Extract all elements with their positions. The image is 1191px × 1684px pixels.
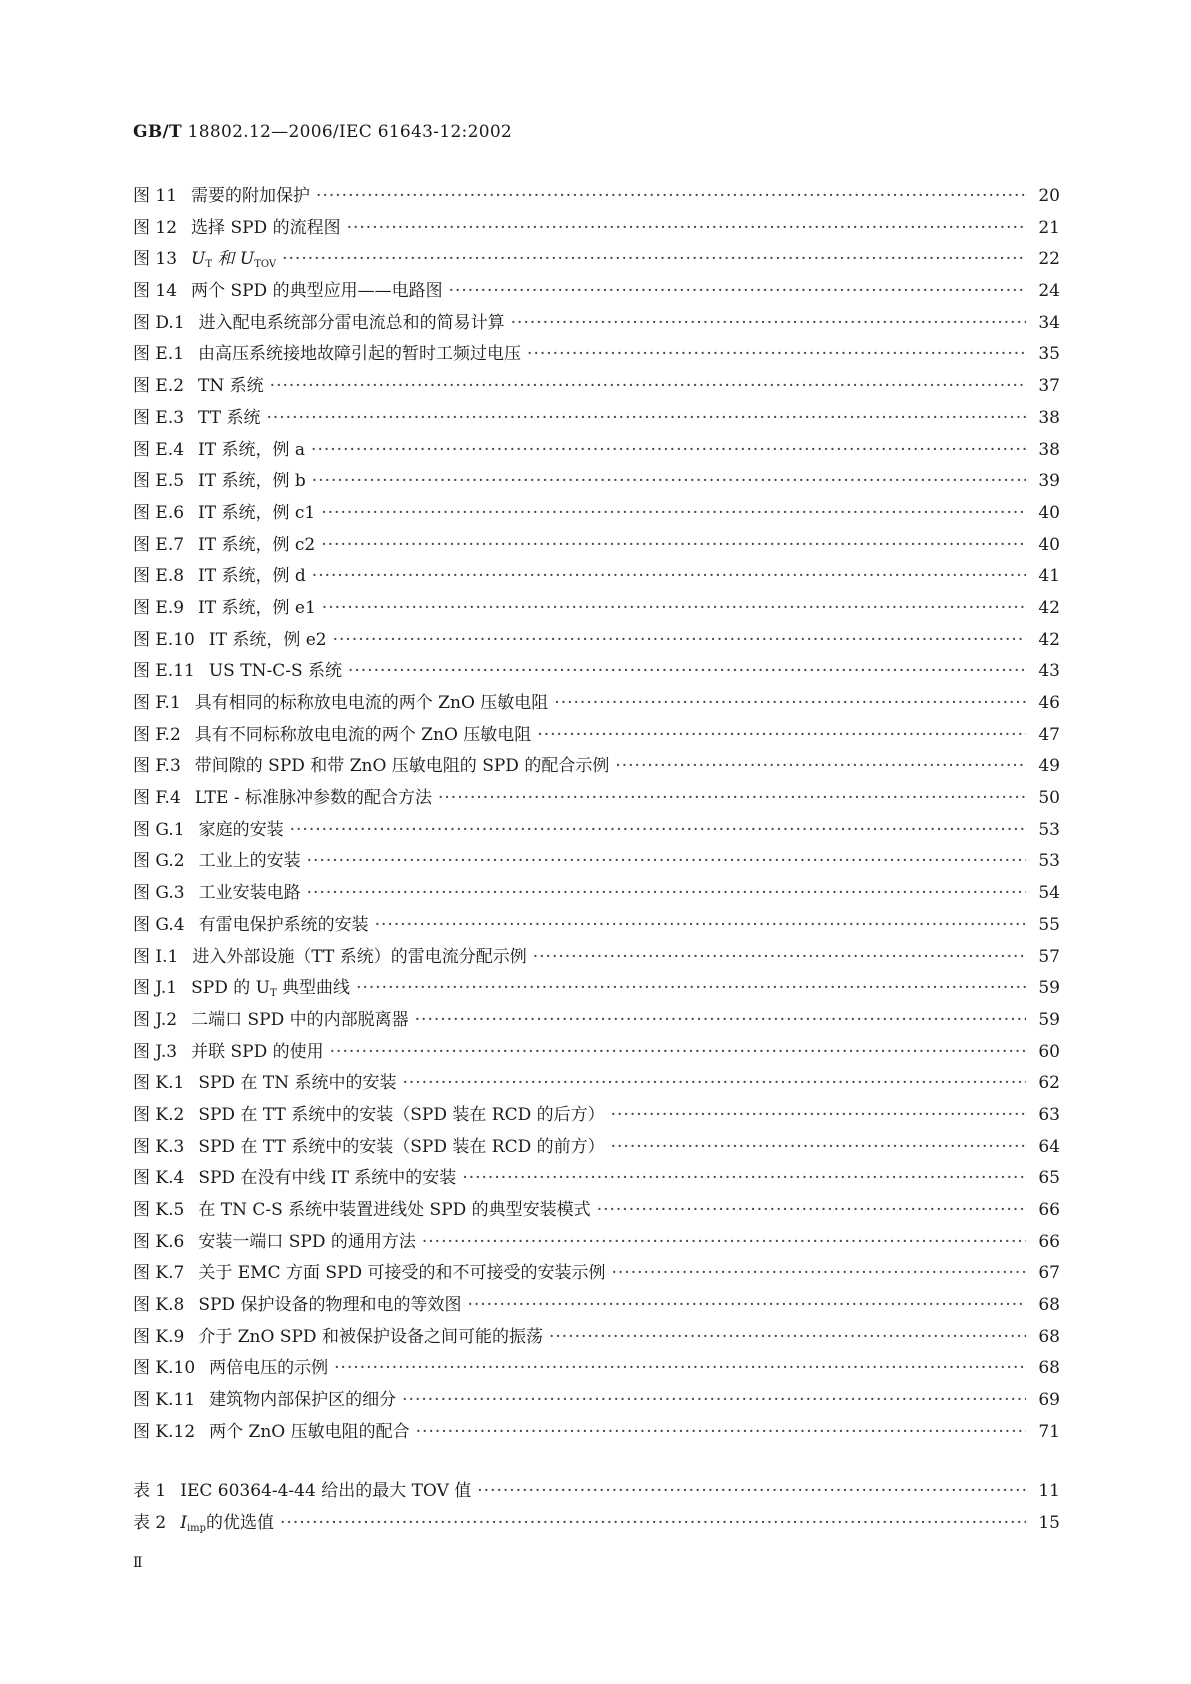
leader-dots [462,1168,1026,1188]
entry-number: 图 K.12 [133,1421,196,1442]
leader-dots [321,503,1026,523]
subscript: TOV [254,259,277,271]
entry-title [198,593,316,618]
entry-title [191,973,350,999]
entry-page: 62 [1038,1073,1060,1094]
entry-title-text: 工业上的安装 [198,851,301,872]
figure-entry[interactable] [133,720,1060,752]
entry-title [192,942,526,967]
entry-number: 图 K.8 [133,1295,185,1316]
figure-entry[interactable] [133,213,1060,245]
entry-title [198,1227,416,1252]
entry-page: 67 [1038,1263,1060,1284]
entry-page: 53 [1038,819,1060,840]
entry-title-text: IT 系统，例 e2 [208,629,327,650]
entry-page: 15 [1038,1512,1060,1533]
entry-number: 图 J.1 [133,978,178,999]
entry-title-text: 具有不同标称放电电流的两个 ZnO 压敏电阻 [194,724,532,745]
leader-dots [321,535,1026,555]
figure-entry[interactable] [133,244,1060,276]
leader-dots [537,725,1026,745]
figure-entry[interactable] [133,656,1060,688]
entry-page: 22 [1038,249,1060,270]
entry-title-text: 进入外部设施（TT 系统）的雷电流分配示例 [192,946,527,967]
leader-dots [416,1422,1026,1442]
entry-number: 图 K.2 [133,1104,185,1125]
figure-entry[interactable] [133,498,1060,530]
entry-title [199,846,301,871]
entry-number: 图 E.4 [133,439,185,460]
entry-number: 图 G.3 [133,883,185,904]
entry-number: 图 J.3 [133,1041,178,1062]
figure-list [133,181,1060,1449]
entry-title-text: SPD 在 TT 系统中的安装（SPD 装在 RCD 的前方） [198,1136,605,1157]
subscript: T [205,259,213,271]
title-part: 典型曲线 [276,978,351,999]
entry-title-text: SPD 保护设备的物理和电的等效图 [198,1295,462,1316]
entry-title-text: 工业安装电路 [198,883,301,904]
entry-number: 图 K.7 [133,1263,185,1284]
entry-page: 68 [1038,1358,1060,1379]
subscript: imp [186,1522,207,1534]
figure-entry[interactable] [133,561,1060,593]
entry-title [195,720,532,745]
entry-title-text: IT 系统，例 a [198,439,306,460]
entry-title [198,339,521,364]
entry-title-text: 关于 EMC 方面 SPD 可接受的和不可接受的安装示例 [198,1263,606,1284]
entry-title [191,276,443,301]
entry-title [209,1385,396,1410]
leader-dots [312,471,1026,491]
entry-page: 66 [1038,1231,1060,1252]
entry-title [195,783,432,808]
leader-dots [402,1390,1026,1410]
table-entry[interactable] [133,1508,1060,1540]
figure-entry[interactable] [133,973,1060,1005]
leader-dots [270,376,1026,396]
leader-dots [356,978,1026,998]
entry-number: 图 E.9 [133,597,185,618]
entry-title-text: TN 系统 [198,376,264,397]
figure-entry[interactable] [133,1290,1060,1322]
entry-title [198,371,264,396]
subscript: T [269,988,277,1000]
entry-title-text: US TN-C-S 系统 [208,661,342,682]
entry-page: 65 [1038,1168,1060,1189]
entry-page: 55 [1038,914,1060,935]
entry-title-text: IT 系统，例 c2 [198,534,316,555]
leader-dots [438,788,1026,808]
figure-entry[interactable] [133,339,1060,371]
figure-entry[interactable] [133,751,1060,783]
entry-page: 54 [1038,883,1060,904]
figure-entry[interactable] [133,530,1060,562]
entry-title-text: 二端口 SPD 中的内部脱离器 [191,1009,409,1030]
entry-page: 24 [1038,281,1060,302]
entry-number: 表 2 [133,1512,167,1533]
figure-entry[interactable] [133,846,1060,878]
leader-dots [375,915,1026,935]
entry-title-text: 由高压系统接地故障引起的暂时工频过电压 [198,344,522,365]
entry-page: 71 [1038,1421,1060,1442]
figure-entry[interactable] [133,276,1060,308]
page-number: Ⅱ [133,1555,143,1571]
leader-dots [311,440,1026,460]
entry-number: 表 1 [133,1481,167,1501]
entry-page: 59 [1038,1009,1060,1030]
entry-page: 57 [1038,946,1060,967]
leader-dots [611,1137,1026,1157]
entry-number: 图 E.3 [133,407,185,428]
entry-title [191,213,341,238]
leader-dots [307,883,1026,903]
entry-number: 图 E.8 [133,566,185,587]
entry-title-text: IEC 60364-4-44 给出的最大 TOV 值 [180,1481,472,1501]
entry-page: 59 [1038,978,1060,999]
entry-number: 图 D.1 [133,312,185,333]
entry-title-text: SPD 的 U [191,978,270,999]
entry-page: 46 [1038,693,1060,713]
figure-entry[interactable] [133,1353,1060,1385]
entry-number: 图 K.11 [133,1390,196,1411]
entry-number: 图 K.4 [133,1168,185,1189]
leader-dots [307,851,1026,871]
entry-page: 38 [1038,439,1060,460]
figure-entry[interactable] [133,1068,1060,1100]
entry-page: 42 [1038,629,1060,650]
entry-title-text: 有雷电保护系统的安装 [198,914,369,935]
figure-entry[interactable] [133,625,1060,657]
entry-title [198,1258,605,1283]
table-entry[interactable] [133,1476,1060,1508]
entry-title [198,498,315,523]
entry-page: 37 [1038,376,1060,397]
entry-title [198,561,306,586]
entry-page: 40 [1038,534,1060,555]
entry-title-text: 进入配电系统部分雷电流总和的简易计算 [198,312,505,333]
entry-number: 图 G.1 [133,819,185,840]
entry-title [198,1100,604,1125]
entry-number: 图 12 [133,217,178,238]
entry-title [195,688,549,713]
leader-dots [266,408,1026,428]
figure-entry[interactable] [133,878,1060,910]
entry-number: 图 G.4 [133,914,185,935]
entry-number: 图 E.2 [133,376,185,397]
entry-title-text: IT 系统，例 b [198,471,306,492]
standard-code: GB/T [133,122,182,142]
entry-title [198,466,306,491]
leader-dots [422,1232,1026,1252]
leader-dots [415,1010,1026,1030]
entry-title [209,1353,328,1378]
entry-number: 图 11 [133,186,178,206]
figure-entry[interactable] [133,308,1060,340]
entry-title-text: 并联 SPD 的使用 [191,1041,324,1062]
leader-dots [611,1105,1026,1125]
figure-entry[interactable] [133,1132,1060,1164]
leader-dots [533,947,1026,967]
entry-title [191,244,276,270]
entry-page: 11 [1038,1481,1060,1501]
leader-dots [333,630,1026,650]
entry-title [195,751,610,776]
entry-page: 68 [1038,1295,1060,1316]
entry-title [198,1132,604,1157]
entry-title-text: 介于 ZnO SPD 和被保护设备之间可能的振荡 [198,1326,543,1347]
entry-title [198,1195,590,1220]
leader-dots [280,1513,1026,1533]
entry-page: 64 [1038,1136,1060,1157]
entry-title-text: 具有相同的标称放电电流的两个 ZnO 压敏电阻 [194,693,549,713]
entry-title [199,910,369,935]
figure-entry[interactable] [133,1163,1060,1195]
leader-dots [597,1200,1026,1220]
leader-dots [330,1042,1026,1062]
figure-entry[interactable] [133,1322,1060,1354]
entry-title [209,656,342,681]
figure-entry[interactable] [133,1037,1060,1069]
entry-title-text: IT 系统，例 c1 [198,502,316,523]
entry-page: 63 [1038,1104,1060,1125]
entry-page: 43 [1038,661,1060,682]
entry-title [180,1476,471,1501]
entry-page: 69 [1038,1390,1060,1411]
entry-number: 图 14 [133,281,178,302]
figure-entry[interactable] [133,688,1060,720]
entry-title-text: I [180,1512,187,1533]
leader-dots [290,820,1026,840]
entry-title [199,308,505,333]
entry-title-text: TT 系统 [198,407,261,428]
entry-number: 图 G.2 [133,851,185,872]
title-part: 的优选值 [206,1512,275,1533]
leader-dots [611,1263,1026,1283]
entry-title-text: 家庭的安装 [198,819,284,840]
entry-title-text: 带间隙的 SPD 和带 ZnO 压敏电阻的 SPD 的配合示例 [194,756,610,777]
leader-dots [322,598,1026,618]
entry-number: 图 K.6 [133,1231,185,1252]
entry-number: 图 F.2 [133,724,181,745]
leader-dots [449,281,1026,301]
entry-page: 21 [1038,217,1060,238]
entry-title [198,530,315,555]
leader-dots [282,249,1026,269]
entry-number: 图 E.6 [133,502,185,523]
entry-title [199,878,301,903]
entry-number: 图 J.2 [133,1009,178,1030]
entry-page: 20 [1038,186,1060,206]
entry-title [191,181,310,206]
figure-entry[interactable] [133,783,1060,815]
figure-entry[interactable] [133,371,1060,403]
entry-number: 图 F.1 [133,693,181,713]
figure-entry[interactable] [133,942,1060,974]
figure-entry[interactable] [133,403,1060,435]
entry-page: 60 [1038,1041,1060,1062]
entry-page: 53 [1038,851,1060,872]
entry-number: 图 13 [133,249,178,270]
entry-number: 图 F.4 [133,788,181,809]
entry-page: 47 [1038,724,1060,745]
figure-entry[interactable] [133,181,1060,213]
entry-number: 图 K.3 [133,1136,185,1157]
entry-title-text: 建筑物内部保护区的细分 [209,1390,397,1411]
entry-title-text: 安装一端口 SPD 的通用方法 [198,1231,416,1252]
entry-page: 42 [1038,597,1060,618]
leader-dots [402,1073,1026,1093]
entry-number: 图 I.1 [133,946,179,967]
entry-title-text: SPD 在 TN 系统中的安装 [198,1073,397,1094]
entry-title [209,625,327,650]
entry-page: 66 [1038,1200,1060,1220]
leader-dots [347,218,1026,238]
entry-title [209,1417,410,1442]
standard-number: 18802.12—2006/IEC 61643-12:2002 [181,122,513,142]
entry-title-text: IT 系统，例 d [198,566,306,587]
entry-title-text: U [191,249,206,270]
entry-title [198,1322,543,1347]
entry-title-text: 两个 ZnO 压敏电阻的配合 [209,1421,410,1442]
figure-entry[interactable] [133,435,1060,467]
entry-page: 40 [1038,502,1060,523]
entry-page: 38 [1038,407,1060,428]
entry-title-text: 在 TN C-S 系统中装置进线处 SPD 的典型安装模式 [198,1200,591,1220]
entry-number: 图 F.3 [133,756,181,777]
leader-dots [467,1295,1026,1315]
figure-entry[interactable] [133,1100,1060,1132]
leader-dots [549,1327,1026,1347]
entry-title [191,1037,324,1062]
entry-title [198,1290,461,1315]
entry-number: 图 K.9 [133,1326,185,1347]
leader-dots [316,186,1026,206]
entry-title [199,815,284,840]
figure-entry[interactable] [133,1385,1060,1417]
entry-number: 图 E.1 [133,344,185,365]
entry-title [198,1163,456,1188]
figure-entry[interactable] [133,466,1060,498]
figure-entry[interactable] [133,1005,1060,1037]
entry-page: 49 [1038,756,1060,777]
document-header [133,122,512,142]
figure-entry[interactable] [133,815,1060,847]
figure-entry[interactable] [133,593,1060,625]
entry-page: 41 [1038,566,1060,587]
entry-page: 68 [1038,1326,1060,1347]
entry-number: 图 K.1 [133,1073,185,1094]
leader-dots [348,661,1026,681]
figure-entry[interactable] [133,1417,1060,1449]
leader-dots [334,1358,1026,1378]
entry-number: 图 K.10 [133,1358,196,1379]
entry-number: 图 E.7 [133,534,185,555]
entry-title-text: 需要的附加保护 [191,186,311,206]
entry-title-text: SPD 在没有中线 IT 系统中的安装 [198,1168,457,1189]
figure-entry[interactable] [133,1258,1060,1290]
leader-dots [511,313,1026,333]
leader-dots [554,693,1026,713]
leader-dots [477,1481,1026,1501]
leader-dots [527,344,1026,364]
entry-title-text: SPD 在 TT 系统中的安装（SPD 装在 RCD 的后方） [198,1104,605,1125]
leader-dots [615,756,1026,776]
entry-number: 图 K.5 [133,1200,185,1220]
leader-dots [312,566,1026,586]
entry-title-text: 两倍电压的示例 [209,1358,329,1379]
entry-title-text: 选择 SPD 的流程图 [191,217,341,238]
figure-entry[interactable] [133,910,1060,942]
entry-title-text: 两个 SPD 的典型应用——电路图 [191,281,443,302]
title-part: 和 U [212,249,255,270]
entry-title [198,403,260,428]
table-list [133,1476,1060,1539]
figure-entry[interactable] [133,1195,1060,1227]
entry-page: 34 [1038,312,1060,333]
entry-page: 39 [1038,471,1060,492]
entry-title [198,435,305,460]
entry-title [191,1005,409,1030]
entry-number: 图 E.10 [133,629,195,650]
entry-title-text: LTE - 标准脉冲参数的配合方法 [194,788,432,809]
entry-number: 图 E.11 [133,661,195,682]
entry-title [180,1508,274,1534]
entry-title [198,1068,396,1093]
entry-title-text: IT 系统，例 e1 [198,597,316,618]
entry-page: 35 [1038,344,1060,365]
entry-number: 图 E.5 [133,471,185,492]
figure-entry[interactable] [133,1227,1060,1259]
entry-page: 50 [1038,788,1060,809]
